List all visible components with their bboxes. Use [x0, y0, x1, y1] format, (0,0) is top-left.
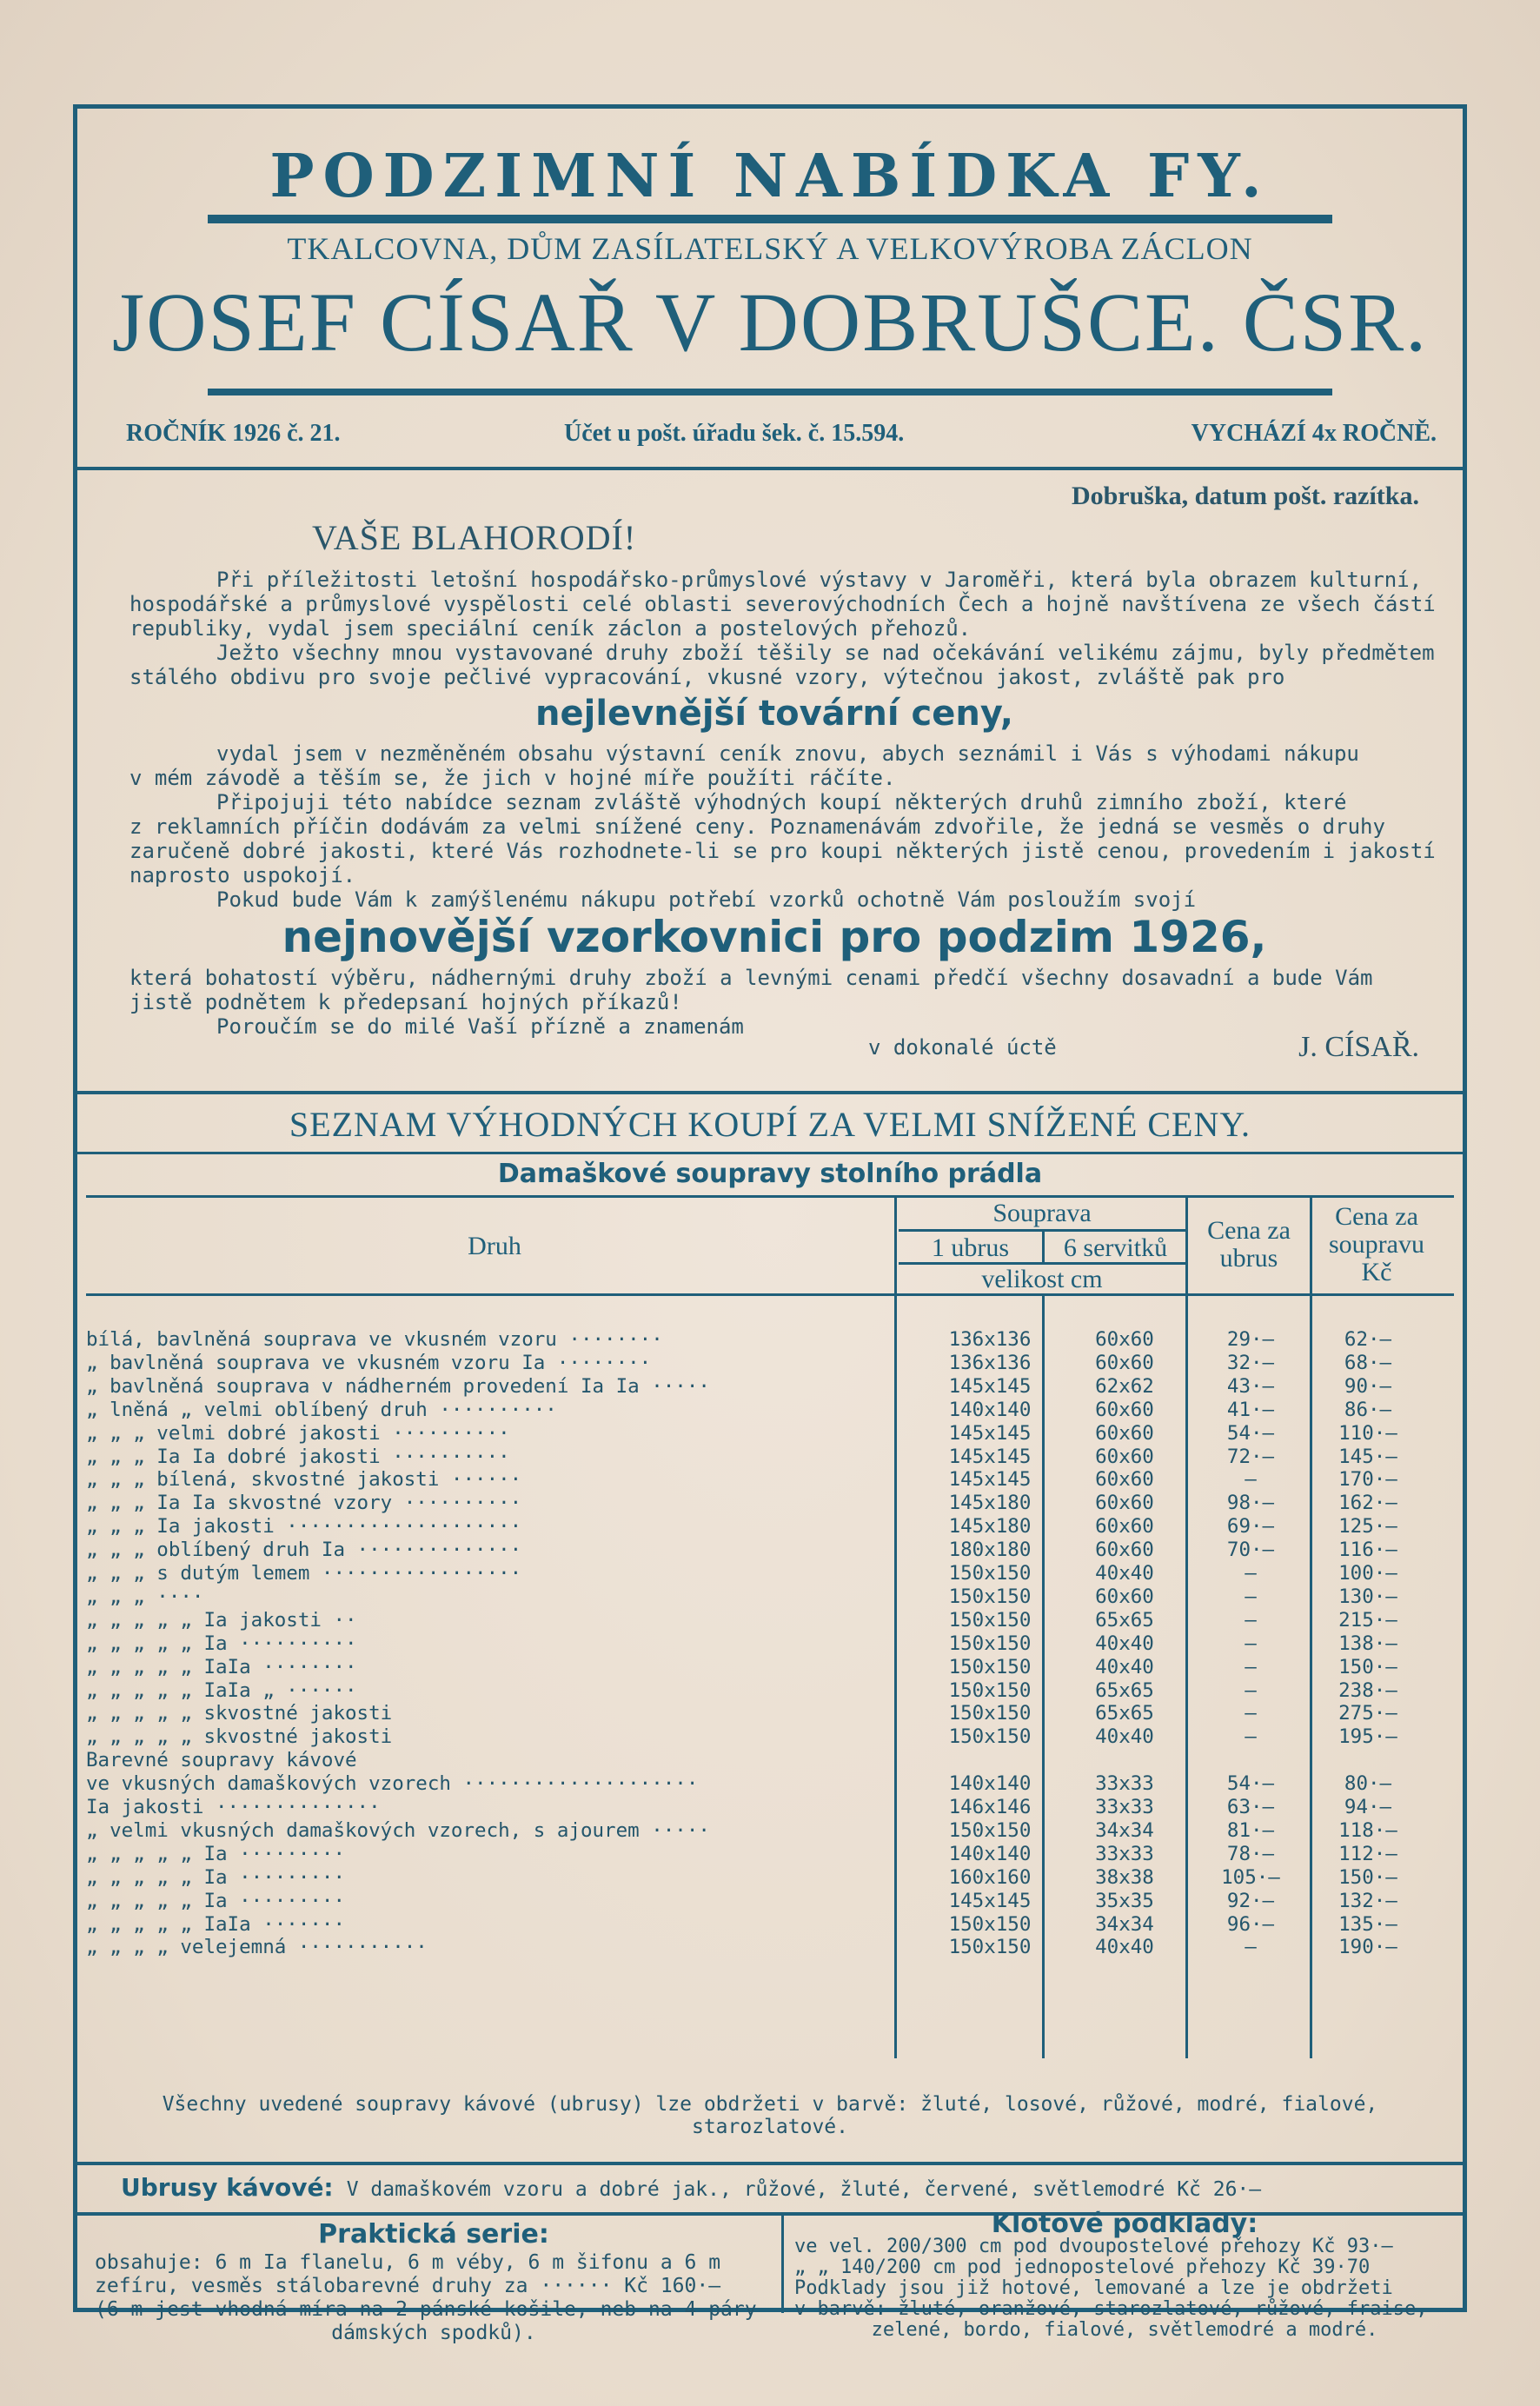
item-description: „ „ „ „ „ Ia ·········	[86, 1842, 346, 1865]
table-row	[86, 1492, 1459, 1514]
cloth-price: 54·—	[1226, 1772, 1275, 1796]
set-price: 195·—	[1338, 1725, 1397, 1749]
satin-underlays-line: Podklady jsou již hotové, lemované a lze je obdržeti	[794, 2277, 1393, 2299]
document-frame	[73, 104, 1467, 2344]
table-row	[86, 1632, 1459, 1655]
cloth-price: 54·—	[1226, 1421, 1275, 1445]
item-description: „ „ „ oblíbený druh Ia ··············	[86, 1539, 522, 1562]
cloth-price: 78·—	[1226, 1842, 1275, 1865]
cloth-size: 150x150	[948, 1725, 1032, 1749]
set-price: 90·—	[1344, 1374, 1392, 1398]
highlight-prices: nejlevnější tovární ceny,	[535, 694, 1013, 734]
set-price: 190·—	[1338, 1936, 1397, 1959]
cloth-size: 136x136	[948, 1328, 1032, 1351]
napkin-size: 65x65	[1095, 1608, 1154, 1632]
table-row	[86, 1515, 1459, 1538]
coffee-cloths-text: V damaškovém vzoru a dobré jak., růžové, žluté, červené, světlemodré Kč 26·—	[346, 2178, 1262, 2201]
napkin-size: 34x34	[1095, 1818, 1154, 1842]
cloth-size: 150x150	[948, 1912, 1032, 1936]
cloth-size: 150x150	[948, 1818, 1032, 1842]
set-price: 125·—	[1338, 1515, 1397, 1539]
cloth-size: 146x146	[948, 1796, 1032, 1818]
set-price: 215·—	[1338, 1608, 1397, 1632]
coffee-cloths-label: Ubrusy kávové:	[121, 2173, 334, 2202]
title-rule	[208, 215, 1332, 223]
set-price: 80·—	[1344, 1772, 1392, 1796]
cloth-price: —	[1245, 1632, 1257, 1655]
item-description: bílá, bavlněná souprava ve vkusném vzoru ········	[86, 1328, 663, 1351]
letter-line: naprosto uspokojí.	[129, 863, 356, 887]
item-description: „ „ „ „ „ skvostné jakosti	[86, 1725, 393, 1749]
practical-series	[95, 2219, 773, 2345]
item-description: „ „ „ bílená, skvostné jakosti ······	[86, 1468, 522, 1492]
cloth-price: 81·—	[1226, 1818, 1275, 1842]
table-row	[86, 1399, 1459, 1421]
set-price: 118·—	[1338, 1818, 1397, 1842]
item-description: „ „ „ „ „ Ia ·········	[86, 1889, 346, 1912]
letter-body-1	[129, 568, 1436, 689]
cloth-price: —	[1245, 1585, 1257, 1608]
cloth-price: 92·—	[1226, 1889, 1275, 1912]
napkin-size: 35x35	[1095, 1889, 1154, 1912]
list-subtitle: Damaškové soupravy stolního prádla	[497, 1159, 1043, 1189]
cloth-price: 70·—	[1226, 1539, 1275, 1562]
set-price: 238·—	[1338, 1678, 1397, 1702]
napkin-size: 40x40	[1095, 1725, 1154, 1749]
cloth-size: 150x150	[948, 1678, 1032, 1702]
napkin-size: 40x40	[1095, 1562, 1154, 1585]
table-row	[86, 1890, 1459, 1912]
cloth-size: 136x136	[948, 1351, 1032, 1374]
cloth-size: 150x150	[948, 1702, 1032, 1725]
napkin-size: 38x38	[1095, 1865, 1154, 1889]
practical-series-title: Praktická serie:	[318, 2219, 549, 2250]
list-title-divider	[77, 1152, 1463, 1154]
letter-body-3	[129, 966, 1419, 1039]
napkin-size: 65x65	[1095, 1678, 1154, 1702]
napkin-size: 34x34	[1095, 1912, 1154, 1936]
item-description: „ „ „ „ velejemná ···········	[86, 1936, 428, 1959]
colour-note-line: starozlatové.	[691, 2116, 848, 2138]
cloth-price: 69·—	[1226, 1515, 1275, 1539]
item-description: „ „ „ ····	[86, 1585, 204, 1608]
item-description: „ „ „ „ „ Ia ··········	[86, 1632, 357, 1655]
napkin-size: 60x60	[1095, 1492, 1154, 1515]
cloth-size: 145x180	[948, 1492, 1032, 1515]
colour-note-line: Všechny uvedené soupravy kávové (ubrusy) lze obdržeti v barvě: žluté, losové, růžové, modré, fialové,	[162, 2093, 1378, 2116]
item-description: „ „ „ „ „ IaIa „ ······	[86, 1678, 357, 1702]
cloth-size: 145x145	[948, 1468, 1032, 1492]
column-header-napkins: 6 servitků	[1063, 1233, 1168, 1262]
cloth-size: 150x150	[948, 1562, 1032, 1585]
napkin-size: 60x60	[1095, 1515, 1154, 1539]
footer-column-divider	[781, 2212, 784, 2313]
item-description: Barevné soupravy kávové	[86, 1749, 357, 1772]
letter-divider	[77, 1091, 1463, 1094]
cloth-price: —	[1245, 1936, 1257, 1959]
napkin-size: 40x40	[1095, 1632, 1154, 1655]
set-price: 112·—	[1338, 1842, 1397, 1865]
table-row	[86, 1328, 1459, 1351]
company-subtitle: TKALCOVNA, DŮM ZASÍLATELSKÝ A VELKOVÝROBA ZÁCLON	[287, 231, 1253, 266]
cloth-size: 145x180	[948, 1515, 1032, 1539]
napkin-size: 33x33	[1095, 1842, 1154, 1865]
place-date: Dobruška, datum pošt. razítka.	[1071, 482, 1419, 510]
set-price: 62·—	[1344, 1328, 1392, 1351]
set-price: 94·—	[1344, 1796, 1392, 1818]
letter-line: Připojuji této nabídce seznam zvláště výhodných koupí některých druhů zimního zboží, které	[216, 790, 1347, 814]
set-price: 86·—	[1344, 1398, 1392, 1421]
letter-line: Při příležitosti letošní hospodářsko-průmyslové výstavy v Jaroměři, která byla obrazem kulturní,	[216, 568, 1423, 592]
item-description: Ia jakosti ··············	[86, 1796, 381, 1818]
cloth-size: 150x150	[948, 1608, 1032, 1632]
napkin-size: 60x60	[1095, 1398, 1154, 1421]
table-row	[86, 1819, 1459, 1842]
table-row	[86, 1446, 1459, 1468]
item-description: „ „ „ Ia Ia dobré jakosti ··········	[86, 1445, 510, 1468]
table-row	[86, 1913, 1459, 1936]
column-header-set: Souprava	[992, 1199, 1092, 1227]
name-rule	[208, 389, 1332, 395]
set-price: 138·—	[1338, 1632, 1397, 1655]
table-row	[86, 1352, 1459, 1374]
cloth-price: 96·—	[1226, 1912, 1275, 1936]
table-row	[86, 1585, 1459, 1608]
column-header-cloth: 1 ubrus	[931, 1233, 1010, 1262]
item-description: „ „ „ „ „ IaIa ········	[86, 1655, 357, 1678]
cloth-size: 150x150	[948, 1585, 1032, 1608]
table-row	[86, 1702, 1459, 1725]
letter-line: z reklamních příčin dodávám za velmi snížené ceny. Poznamenávám zdvořile, že jedná se vesměs o druhy	[129, 814, 1385, 839]
napkin-size: 33x33	[1095, 1796, 1154, 1818]
item-description: ve vkusných damaškových vzorech ····················	[86, 1772, 699, 1796]
cloth-price: —	[1245, 1655, 1257, 1678]
cloth-price: 72·—	[1226, 1445, 1275, 1468]
volume-number: ROČNÍK 1926 č. 21.	[126, 420, 341, 447]
practical-series-line: dámských spodků).	[331, 2322, 536, 2344]
cloth-price: —	[1245, 1608, 1257, 1632]
set-price: 275·—	[1338, 1702, 1397, 1725]
set-price: 135·—	[1338, 1912, 1397, 1936]
column-header-type: Druh	[468, 1232, 521, 1260]
cloth-price: 105·—	[1221, 1865, 1280, 1889]
cloth-size: 140x140	[948, 1842, 1032, 1865]
cloth-size: 160x160	[948, 1865, 1032, 1889]
set-price: 68·—	[1344, 1351, 1392, 1374]
letter-line: stálého obdivu pro svoje pečlivé vypracování, vkusné vzory, výtečnou jakost, zvláště pak pro	[129, 665, 1285, 689]
set-price: 162·—	[1338, 1492, 1397, 1515]
cloth-price: —	[1245, 1725, 1257, 1749]
table-row	[86, 1725, 1459, 1748]
cloth-size: 145x145	[948, 1889, 1032, 1912]
signature: J. CÍSAŘ.	[1298, 1031, 1419, 1063]
cloth-size: 150x150	[948, 1936, 1032, 1959]
letter-line: v mém závodě a těším se, že jich v hojné míře použíti ráčíte.	[129, 766, 896, 790]
coffee-cloths-line	[121, 2173, 1445, 2202]
table-row	[86, 1609, 1459, 1632]
napkin-size: 40x40	[1095, 1655, 1154, 1678]
table-row	[86, 1843, 1459, 1865]
set-price: 132·—	[1338, 1889, 1397, 1912]
salutation: VAŠE BLAHORODÍ!	[312, 518, 637, 557]
table-row	[86, 1749, 1459, 1771]
table-row	[86, 1866, 1459, 1889]
postal-account: Účet u pošt. úřadu šek. č. 15.594.	[564, 420, 905, 447]
satin-underlays-line: zelené, bordo, fialové, světlemodré a modré.	[871, 2319, 1378, 2341]
letter-line: hospodářské a průmyslové vyspělosti celé oblasti severovýchodních Čech a hojně navštívena ze všech částí	[129, 592, 1436, 616]
document-title: PODZIMNÍ NABÍDKA FY.	[269, 142, 1271, 211]
table-row	[86, 1679, 1459, 1702]
napkin-size: 40x40	[1095, 1936, 1154, 1959]
letter-line: která bohatostí výběru, nádhernými druhy zboží a levnými cenami předčí všechny dosavadní a bude Vám	[129, 966, 1373, 990]
satin-underlays-line: v barvě: žluté, oranžové, starozlatové, růžové, fraise,	[794, 2298, 1428, 2320]
highlight-catalogue: nejnovější vzorkovnici pro podzim 1926,	[282, 912, 1267, 962]
cloth-price: 43·—	[1226, 1374, 1275, 1398]
napkin-size: 60x60	[1095, 1539, 1154, 1562]
item-description: „ velmi vkusných damaškových vzorech, s ajourem ·····	[86, 1818, 710, 1842]
item-description: „ „ „ „ „ IaIa ·······	[86, 1912, 346, 1936]
list-title: SEZNAM VÝHODNÝCH KOUPÍ ZA VELMI SNÍŽENÉ CENY.	[289, 1105, 1251, 1144]
cloth-price: 41·—	[1226, 1398, 1275, 1421]
letter-line: Pokud bude Vám k zamýšlenému nákupu potřebí vzorků ochotně Vám posloužím svojí	[216, 887, 1197, 912]
napkin-size: 62x62	[1095, 1374, 1154, 1398]
letter-line: Ježto všechny mnou vystavované druhy zboží těšily se nad očekávání velikému zájmu, byly předmětem	[216, 641, 1435, 665]
napkin-size: 60x60	[1095, 1351, 1154, 1374]
cloth-size: 180x180	[948, 1539, 1032, 1562]
header-bottom-rule	[86, 1293, 1454, 1296]
satin-underlays-line: ve vel. 200/300 cm pod dvoupostelové přehozy Kč 93·—	[794, 2236, 1393, 2257]
cloth-price: 29·—	[1226, 1328, 1275, 1351]
letter-body-2	[129, 741, 1436, 912]
practical-series-line: obsahuje: 6 m Ia flanelu, 6 m véby, 6 m šifonu a 6 m	[95, 2251, 721, 2274]
napkin-size: 60x60	[1095, 1421, 1154, 1445]
price-table	[86, 1195, 1454, 2163]
item-description: „ „ „ „ „ skvostné jakosti	[86, 1702, 393, 1725]
satin-underlays-title: Klotové podklady:	[991, 2209, 1258, 2239]
satin-underlays	[794, 2209, 1455, 2341]
cloth-price: —	[1245, 1562, 1257, 1585]
cloth-size: 140x140	[948, 1772, 1032, 1796]
table-row	[86, 1936, 1459, 1958]
satin-underlays-line: „ „ 140/200 cm pod jednopostelové přehozy Kč 39·70	[794, 2256, 1371, 2278]
letter-line: jistě podnětem k předepsaní hojných příkazů!	[129, 990, 682, 1014]
practical-series-line: (6 m jest vhodná míra na 2 pánské košile, neb na 4 páry	[95, 2298, 757, 2321]
column-header-set-price: Cena za soupravu Kč	[1329, 1202, 1424, 1286]
cloth-size: 145x145	[948, 1374, 1032, 1398]
set-price: 116·—	[1338, 1539, 1397, 1562]
publication-frequency: VYCHÁZÍ 4x ROČNĚ.	[1191, 420, 1437, 447]
set-price: 100·—	[1338, 1562, 1397, 1585]
napkin-size: 60x60	[1095, 1585, 1154, 1608]
item-description: „ „ „ „ „ Ia ·········	[86, 1865, 346, 1889]
item-description: „ „ „ Ia jakosti ····················	[86, 1515, 522, 1539]
table-row	[86, 1562, 1459, 1585]
cloth-size: 140x140	[948, 1398, 1032, 1421]
item-description: „ „ „ „ „ Ia jakosti ··	[86, 1608, 357, 1632]
table-row	[86, 1375, 1459, 1398]
table-row	[86, 1422, 1459, 1445]
column-header-size: velikost cm	[981, 1265, 1103, 1293]
set-price: 130·—	[1338, 1585, 1397, 1608]
cloth-price: —	[1245, 1468, 1257, 1492]
item-description: „ bavlněná souprava v nádherném provedení Ia Ia ·····	[86, 1374, 710, 1398]
item-description: „ lněná „ velmi oblíbený druh ··········	[86, 1398, 557, 1421]
table-row	[86, 1772, 1459, 1795]
cloth-price: 32·—	[1226, 1351, 1275, 1374]
item-description: „ „ „ Ia Ia skvostné vzory ··········	[86, 1492, 522, 1515]
table-bottom-divider	[77, 2162, 1463, 2165]
cloth-price: —	[1245, 1678, 1257, 1702]
set-price: 145·—	[1338, 1445, 1397, 1468]
item-description: „ „ „ s dutým lemem ·················	[86, 1562, 522, 1585]
set-price: 110·—	[1338, 1421, 1397, 1445]
napkin-size: 60x60	[1095, 1445, 1154, 1468]
napkin-size: 60x60	[1095, 1328, 1154, 1351]
cloth-price: 98·—	[1226, 1492, 1275, 1515]
cloth-size: 150x150	[948, 1655, 1032, 1678]
napkin-size: 65x65	[1095, 1702, 1154, 1725]
header-divider	[77, 467, 1463, 470]
napkin-size: 33x33	[1095, 1772, 1154, 1796]
company-name: JOSEF CÍSAŘ V DOBRUŠCE. ČSR.	[111, 276, 1429, 369]
set-price: 150·—	[1338, 1865, 1397, 1889]
set-price: 150·—	[1338, 1655, 1397, 1678]
table-row	[86, 1539, 1459, 1561]
letter-line: Poroučím se do milé Vaší přízně a znamenám	[216, 1014, 744, 1039]
letter-line: zaručeně dobré jakosti, které Vás rozhodnete-li se pro koupi některých jistě cenou, provedením i jakostí	[129, 839, 1436, 863]
table-row	[86, 1796, 1459, 1818]
colour-note	[103, 2093, 1437, 2138]
item-description: „ „ „ velmi dobré jakosti ··········	[86, 1421, 510, 1445]
cloth-price: 63·—	[1226, 1796, 1275, 1818]
table-row	[86, 1656, 1459, 1678]
table-row	[86, 1468, 1459, 1491]
cloth-price: —	[1245, 1702, 1257, 1725]
cloth-size: 145x145	[948, 1445, 1032, 1468]
napkin-size: 60x60	[1095, 1468, 1154, 1492]
cloth-size: 150x150	[948, 1632, 1032, 1655]
closing: v dokonalé úctě	[868, 1035, 1057, 1060]
letter-line: vydal jsem v nezměněném obsahu výstavní ceník znovu, abych seznámil i Vás s výhodami nákupu	[216, 741, 1359, 766]
practical-series-line: zefíru, vesměs stálobarevné druhy za ······ Kč 160·—	[95, 2275, 721, 2297]
column-divider	[894, 1198, 897, 1293]
cloth-size: 145x145	[948, 1421, 1032, 1445]
letter-line: republiky, vydal jsem speciální ceník záclon a postelových přehozů.	[129, 616, 972, 641]
column-header-cloth-price: Cena za ubrus	[1207, 1216, 1291, 1273]
item-description: „ bavlněná souprava ve vkusném vzoru Ia ········	[86, 1351, 652, 1374]
set-price: 170·—	[1338, 1468, 1397, 1492]
